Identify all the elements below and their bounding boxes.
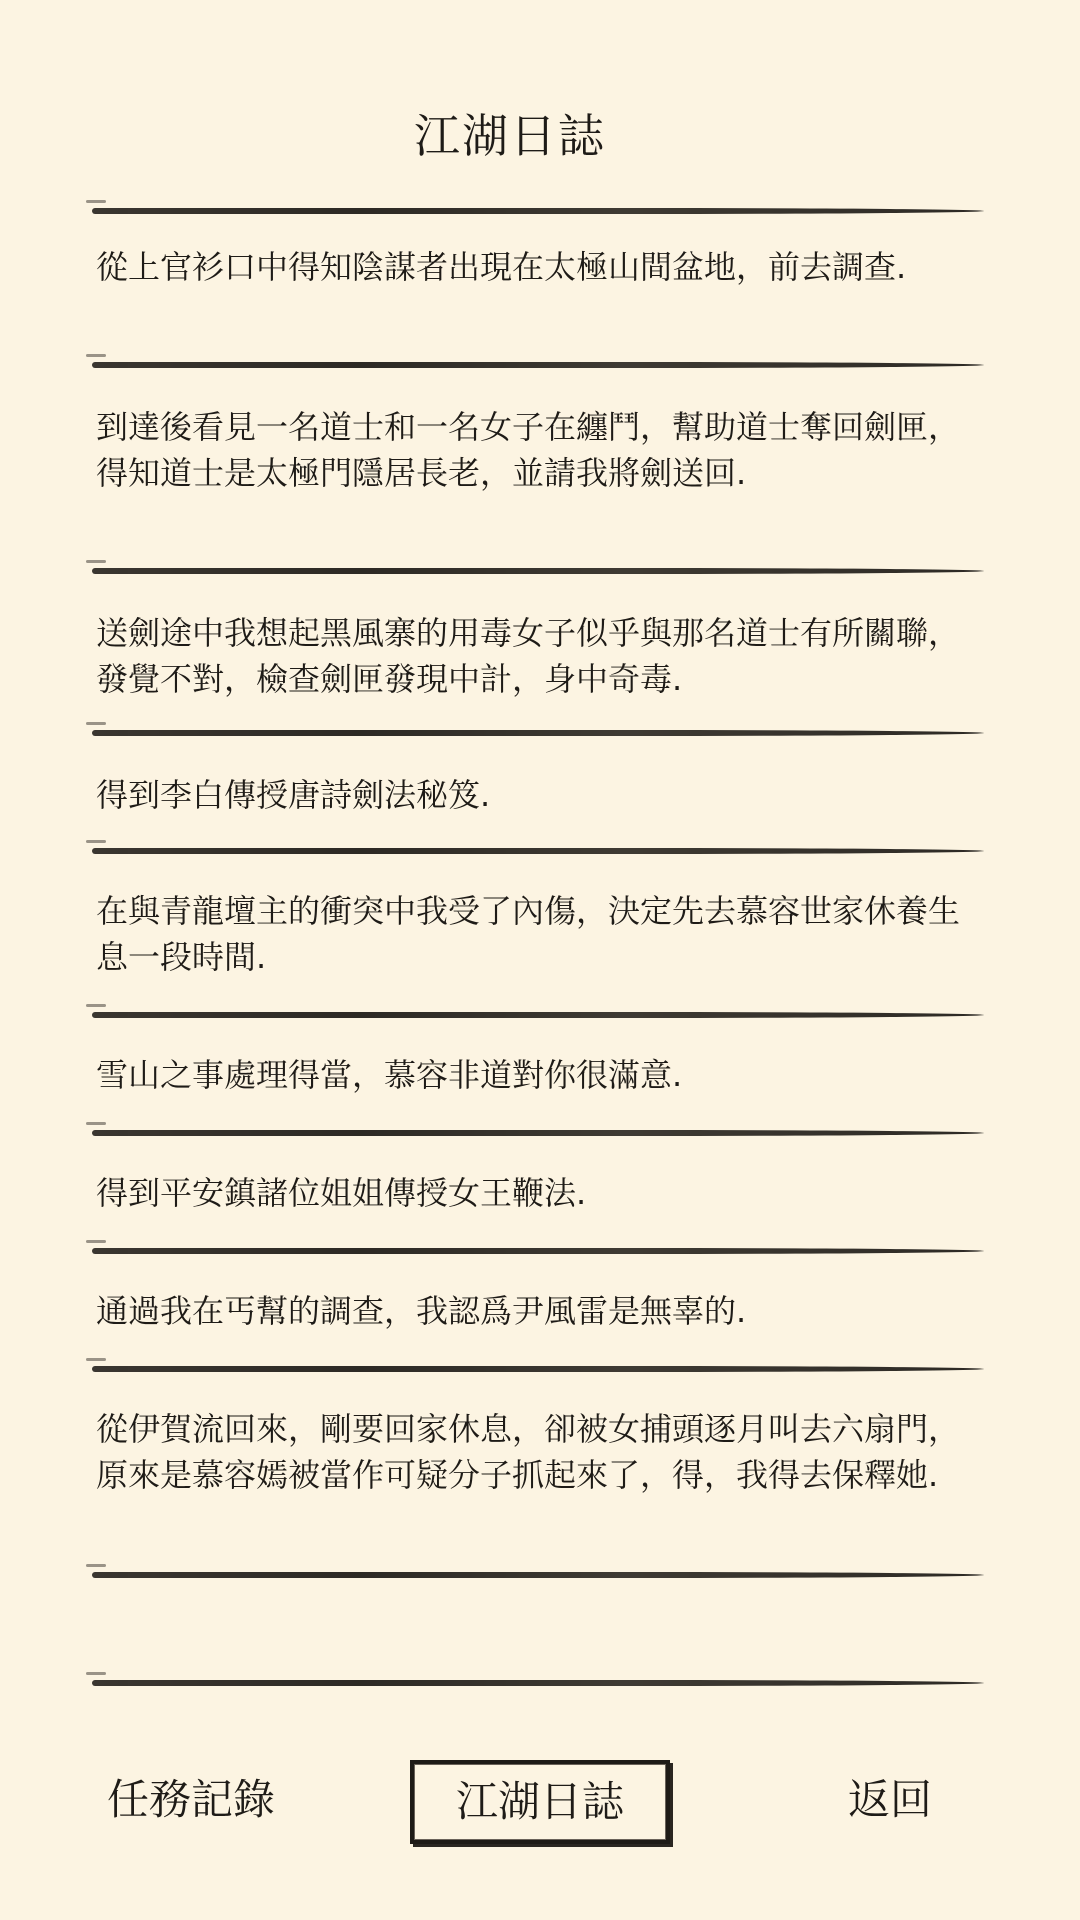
divider	[92, 848, 984, 854]
tab-journal[interactable]: 江湖日誌	[410, 1760, 670, 1844]
journal-entry: 在與青龍壇主的衝突中我受了內傷，決定先去慕容世家休養生息一段時間.	[96, 892, 961, 976]
journal-entry: 從上官衫口中得知陰謀者出現在太極山間盆地，前去調查.	[96, 248, 907, 286]
journal-entry: 得到平安鎮諸位姐姐傳授女王鞭法.	[96, 1174, 587, 1212]
divider	[92, 362, 984, 368]
journal-entry: 到達後看見一名道士和一名女子在纏鬥，幫助道士奪回劍匣，得知道士是太極門隱居長老，並請我將劍送回.	[96, 408, 961, 492]
divider	[92, 568, 984, 574]
journal-entry: 得到李白傳授唐詩劍法秘笈.	[96, 776, 491, 814]
back-button[interactable]: 返回	[847, 1775, 932, 1824]
journal-entry: 從伊賀流回來，剛要回家休息，卻被女捕頭逐月叫去六扇門，原來是慕容嫣被當作可疑分子抓起來了，得，我得去保釋她.	[96, 1410, 961, 1494]
divider	[92, 1680, 984, 1686]
journal-entry: 通過我在丐幫的調查，我認爲尹風雷是無辜的.	[96, 1292, 747, 1330]
tab-quest-log[interactable]: 任務記錄	[106, 1775, 275, 1824]
page-title: 江湖日誌	[414, 109, 606, 163]
journal-entry: 送劍途中我想起黑風寨的用毒女子似乎與那名道士有所關聯，發覺不對，檢查劍匣發現中計，身中奇毒.	[96, 614, 961, 698]
divider	[92, 1130, 984, 1136]
divider	[92, 1572, 984, 1578]
divider	[92, 1012, 984, 1018]
divider	[92, 1366, 984, 1372]
divider	[92, 208, 984, 214]
divider	[92, 730, 984, 736]
journal-entry: 雪山之事處理得當，慕容非道對你很滿意.	[96, 1056, 683, 1094]
divider	[92, 1248, 984, 1254]
